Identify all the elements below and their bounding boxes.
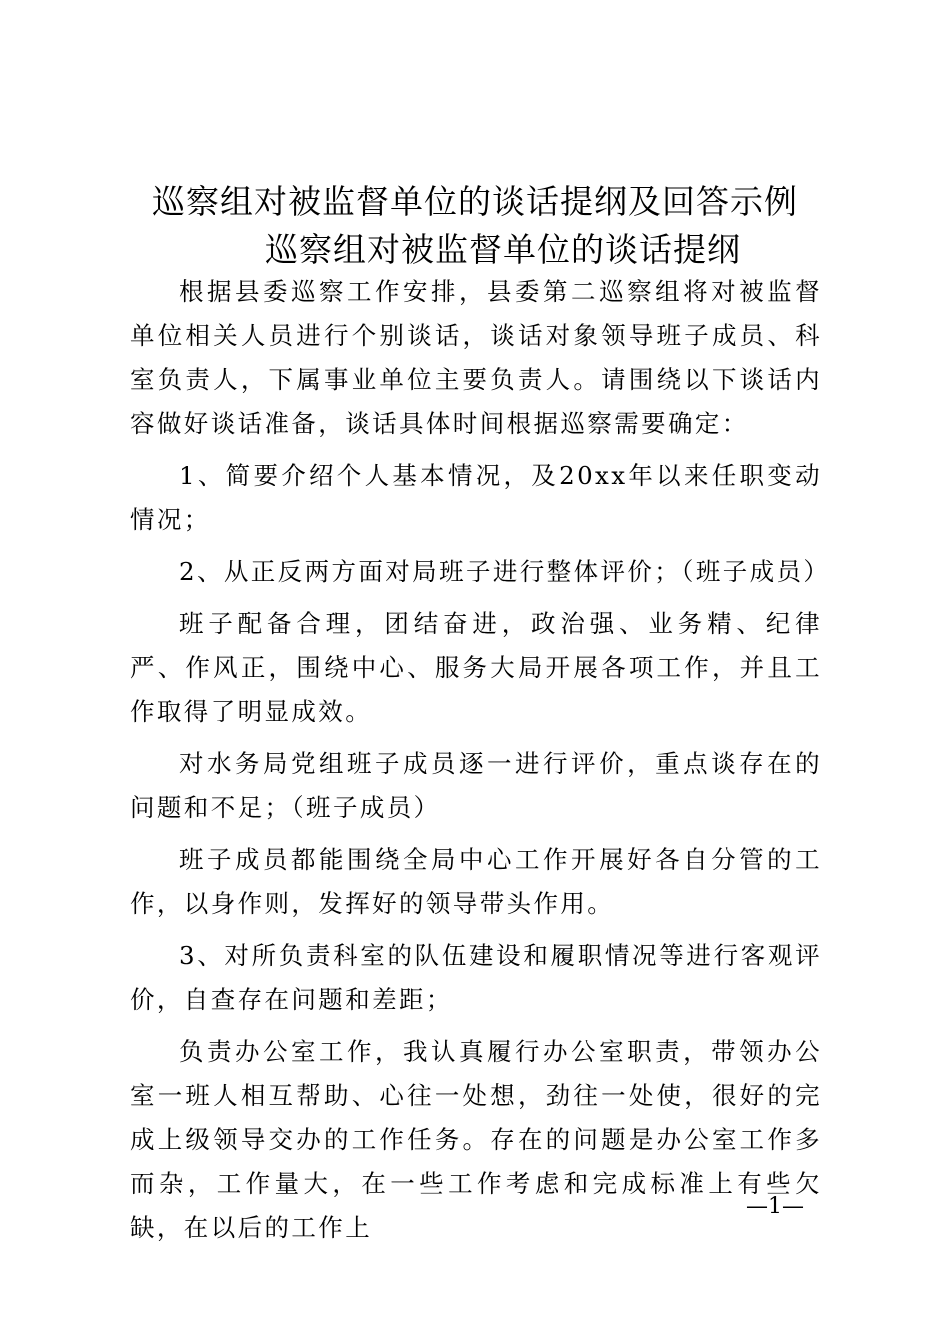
paragraph-item-2: 2、从正反两方面对局班子进行整体评价；（班子成员） <box>179 557 831 586</box>
paragraph-item-2b: 对水务局党组班子成员逐一进行评价，重点谈存在的问题和不足；（班子成员） <box>130 749 822 822</box>
document-title: 巡察组对被监督单位的谈话提纲及回答示例 <box>152 182 798 221</box>
document-body <box>130 270 831 1258</box>
paragraph-answer-2b: 班子成员都能围绕全局中心工作开展好各自分管的工作，以身作则，发挥好的领导带头作用。 <box>130 845 822 918</box>
paragraph-answer-2: 班子配备合理，团结奋进，政治强、业务精、纪律严、作风正，围绕中心、服务大局开展各项工作，并且工作取得了明显成效。 <box>130 609 822 726</box>
paragraph-item-3: 3、对所负责科室的队伍建设和履职情况等进行客观评价，自查存在问题和差距； <box>130 941 822 1014</box>
paragraph-answer-3: 负责办公室工作，我认真履行办公室职责，带领办公室一班人相互帮助、心往一处想，劲往一处使，很好的完成上级领导交办的工作任务。存在的问题是办公室工作多而杂，工作量大，在一些工作考虑和完成标准上有些欠缺，在以后的工作上 <box>130 1037 822 1242</box>
paragraph-item-1: 1、简要介绍个人基本情况，及20xx年以来任职变动情况； <box>130 461 822 534</box>
paragraph-intro: 根据县委巡察工作安排，县委第二巡察组将对被监督单位相关人员进行个别谈话，谈话对象领导班子成员、科室负责人，下属事业单位主要负责人。请围绕以下谈话内容做好谈话准备，谈话具体时间根据巡察需要确定： <box>130 277 822 438</box>
page-number: —1— <box>746 1194 804 1219</box>
document-subtitle: 巡察组对被监督单位的谈话提纲 <box>265 230 741 269</box>
